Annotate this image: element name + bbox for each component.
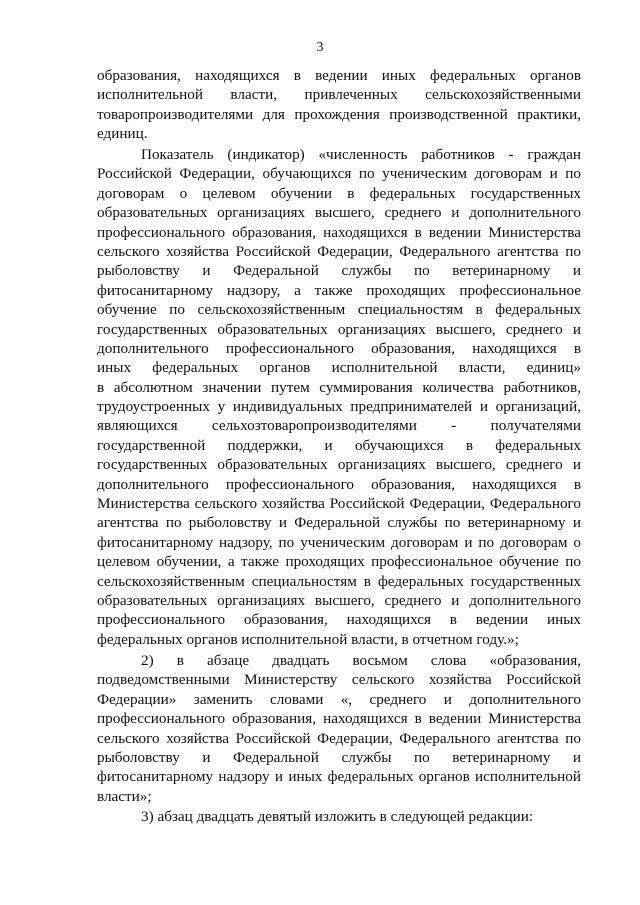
text-line: сельского хозяйства Российской Федерации, Федерального агентства по bbox=[97, 729, 581, 747]
text-line: исполнительной власти, привлеченных сельскохозяйственными bbox=[97, 86, 581, 104]
text-line: обучение по сельскохозяйственным специальностям в федеральных bbox=[97, 301, 581, 319]
text-line: 2) в абзаце двадцать восьмом слова «образования, bbox=[141, 652, 581, 669]
text-line: в абсолютном значении путем суммирования количества работников, bbox=[97, 378, 581, 396]
text-line: профессионального образования, находящихся в ведении Министерства bbox=[97, 710, 581, 728]
paragraph-3 bbox=[97, 651, 581, 806]
text-line: рыболовству и Федеральной службы по ветеринарному и bbox=[97, 262, 581, 280]
text-line: Показатель (индикатор) «численность работников - граждан bbox=[141, 146, 581, 163]
text-line: сельскохозяйственным специальностям в федеральных государственных bbox=[97, 572, 581, 590]
page-number: 3 bbox=[316, 40, 324, 55]
text-line: власти»; bbox=[97, 787, 152, 805]
text-line: государственной поддержки, и обучающихся в федеральных bbox=[97, 436, 581, 454]
text-line: агентства по рыболовству и Федеральной службы по ветеринарному и bbox=[97, 514, 581, 532]
text-line: образования, находящихся в ведении иных федеральных органов bbox=[97, 67, 581, 84]
text-line: образовательных организациях высшего, среднего и дополнительного bbox=[97, 204, 581, 222]
text-line: иных федеральных органов исполнительной власти, единиц» bbox=[97, 359, 581, 377]
text-line: дополнительного профессионального образования, находящихся в bbox=[97, 475, 581, 493]
text-line: фитосанитарному надзору, а также проходящих профессиональное bbox=[97, 281, 581, 299]
text-line: единиц. bbox=[97, 125, 148, 143]
paragraph-4 bbox=[97, 807, 581, 826]
paragraph-1 bbox=[97, 66, 581, 144]
text-line: являющихся сельхозтоваропроизводителями - получателями bbox=[97, 417, 581, 435]
text-line: Министерства сельского хозяйства Российской Федерации, Федерального bbox=[97, 495, 581, 513]
text-line: рыболовству и Федеральной службы по ветеринарному и bbox=[97, 748, 581, 766]
text-line: товаропроизводителями для прохождения производственной практики, bbox=[97, 105, 581, 123]
text-line: образовательных организациях высшего, среднего и дополнительного bbox=[97, 591, 581, 609]
text-line: федеральных органов исполнительной власти, в отчетном году.»; bbox=[97, 630, 519, 648]
text-line: государственных образовательных организациях высшего, среднего и bbox=[97, 320, 581, 338]
text-line: государственных образовательных организациях высшего, среднего и bbox=[97, 456, 581, 474]
text-line: дополнительного профессионального образования, находящихся в bbox=[97, 339, 581, 357]
text-line: договорам о целевом обучении в федеральных государственных bbox=[97, 184, 581, 202]
text-line: целевом обучении, а также проходящих профессиональное обучение по bbox=[97, 553, 581, 571]
text-line: фитосанитарному надзору и иных федеральных органов исполнительной bbox=[97, 768, 581, 786]
text-line: фитосанитарному надзору, по ученическим договорам и по договорам о bbox=[97, 533, 581, 551]
text-line: профессионального образования, находящихся в ведении иных bbox=[97, 611, 581, 629]
text-line: трудоустроенных у индивидуальных предпринимателей и организаций, bbox=[97, 398, 581, 416]
text-line: 3) абзац двадцать девятый изложить в следующей редакции: bbox=[141, 808, 534, 825]
text-line: Федерации» заменить словами «, среднего и дополнительного bbox=[97, 690, 581, 708]
text-line: подведомственными Министерству сельского хозяйства Российской bbox=[97, 671, 581, 689]
text-line: профессионального образования, находящихся в ведении Министерства bbox=[97, 223, 581, 241]
text-line: Российской Федерации, обучающихся по ученическим договорам и по bbox=[97, 165, 581, 183]
paragraph-2 bbox=[97, 145, 581, 649]
text-line: сельского хозяйства Российской Федерации, Федерального агентства по bbox=[97, 242, 581, 260]
